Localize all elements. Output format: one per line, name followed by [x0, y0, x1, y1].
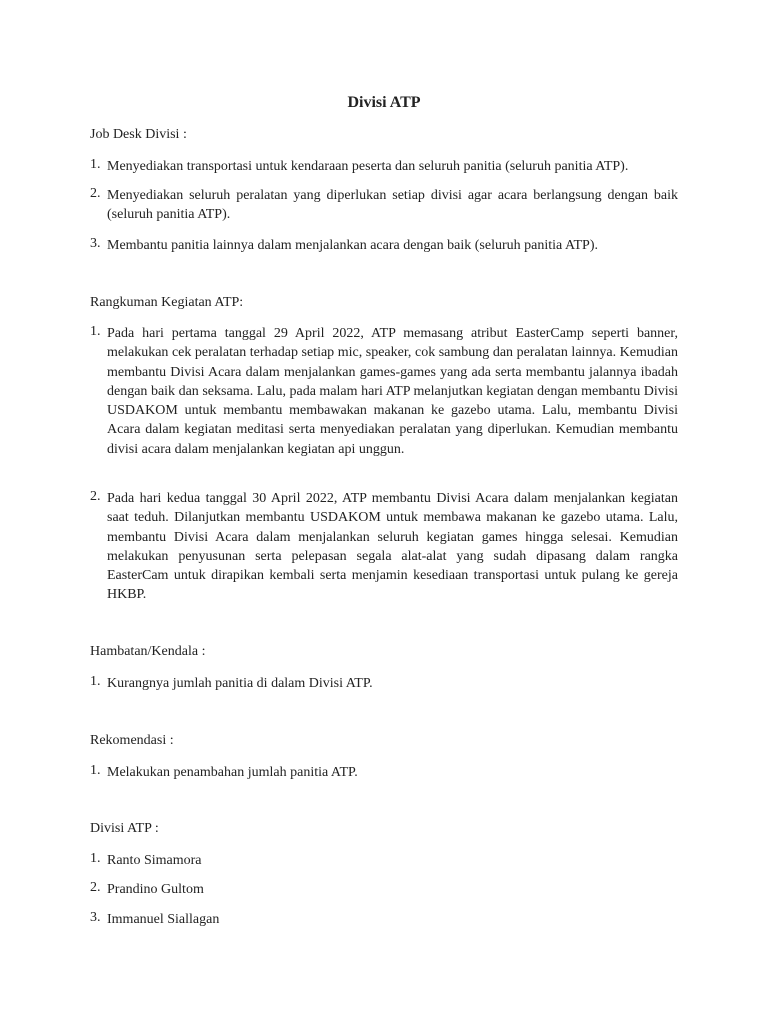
list-number: 2.	[90, 880, 101, 895]
list-text: Pada hari pertama tanggal 29 April 2022, ATP memasang atribut EasterCamp seperti banner, melakukan cek peralatan terhadap setiap mic, speaker, cok sambung dan peralatan lainnya. Kemudian membantu Divisi Acara dalam menjalankan games-games yang ada serta membantu jalannya ibadah dengan baik dan seksama. Lalu, pada malam hari ATP melanjutkan kegiatan dengan membantu Divisi USDAKOM untuk membantu membawakan makanan ke gazebo utama. Lalu, membantu Divisi Acara dalam kegiatan meditasi serta menyediakan peralatan yang diperlukan. Kemudian membantu divisi acara dalam menjalankan kegiatan api unggun.	[107, 326, 678, 457]
job-desk-item-2	[90, 186, 678, 225]
list-text: Pada hari kedua tanggal 30 April 2022, ATP membantu Divisi Acara dalam menjalankan kegiatan saat teduh. Dilanjutkan membantu USDAKOM untuk membawa makanan ke gazebo utama. Lalu, membantu Divisi Acara dalam menjalankan seluruh kegiatan games hingga selesai. Kemudian melakukan penyusunan serta pelepasan segala alat-alat yang sudah dipasang dalam rangka EasterCam untuk dirapikan kembali serta menjamin kesediaan transportasi untuk pulang ke gereja HKBP.	[107, 491, 678, 603]
rangkuman-item-2	[90, 489, 678, 605]
list-number: 1.	[90, 324, 101, 339]
list-text: Membantu panitia lainnya dalam menjalankan acara dengan baik (seluruh panitia ATP).	[107, 238, 598, 253]
job-desk-item-3	[90, 236, 678, 255]
hambatan-item-1	[90, 674, 678, 693]
rangkuman-heading: Rangkuman Kegiatan ATP:	[90, 295, 244, 310]
job-desk-heading: Job Desk Divisi :	[90, 127, 187, 142]
anggota-item-1	[90, 851, 678, 870]
hambatan-heading: Hambatan/Kendala :	[90, 644, 206, 659]
list-number: 1.	[90, 674, 101, 689]
list-number: 1.	[90, 157, 101, 172]
rangkuman-item-1	[90, 324, 678, 459]
list-text: Menyediakan transportasi untuk kendaraan peserta dan seluruh panitia (seluruh panitia ATP).	[107, 159, 629, 174]
list-number: 2.	[90, 489, 101, 504]
list-text: Prandino Gultom	[107, 882, 204, 897]
list-text: Melakukan penambahan jumlah panitia ATP.	[107, 765, 358, 780]
document-title: Divisi ATP	[347, 94, 421, 111]
list-number: 3.	[90, 236, 101, 251]
rekomendasi-heading: Rekomendasi :	[90, 733, 174, 748]
list-text: Ranto Simamora	[107, 853, 202, 868]
list-text: Menyediakan seluruh peralatan yang diperlukan setiap divisi agar acara berlangsung dengan baik (seluruh panitia ATP).	[107, 188, 678, 223]
rekomendasi-item-1	[90, 763, 678, 782]
anggota-item-3	[90, 910, 678, 929]
job-desk-item-1	[90, 157, 678, 176]
list-number: 3.	[90, 910, 101, 925]
anggota-heading: Divisi ATP :	[90, 821, 159, 836]
list-number: 1.	[90, 763, 101, 778]
list-text: Kurangnya jumlah panitia di dalam Divisi ATP.	[107, 676, 373, 691]
list-number: 2.	[90, 186, 101, 201]
list-text: Immanuel Siallagan	[107, 912, 220, 927]
list-number: 1.	[90, 851, 101, 866]
anggota-item-2	[90, 880, 678, 899]
